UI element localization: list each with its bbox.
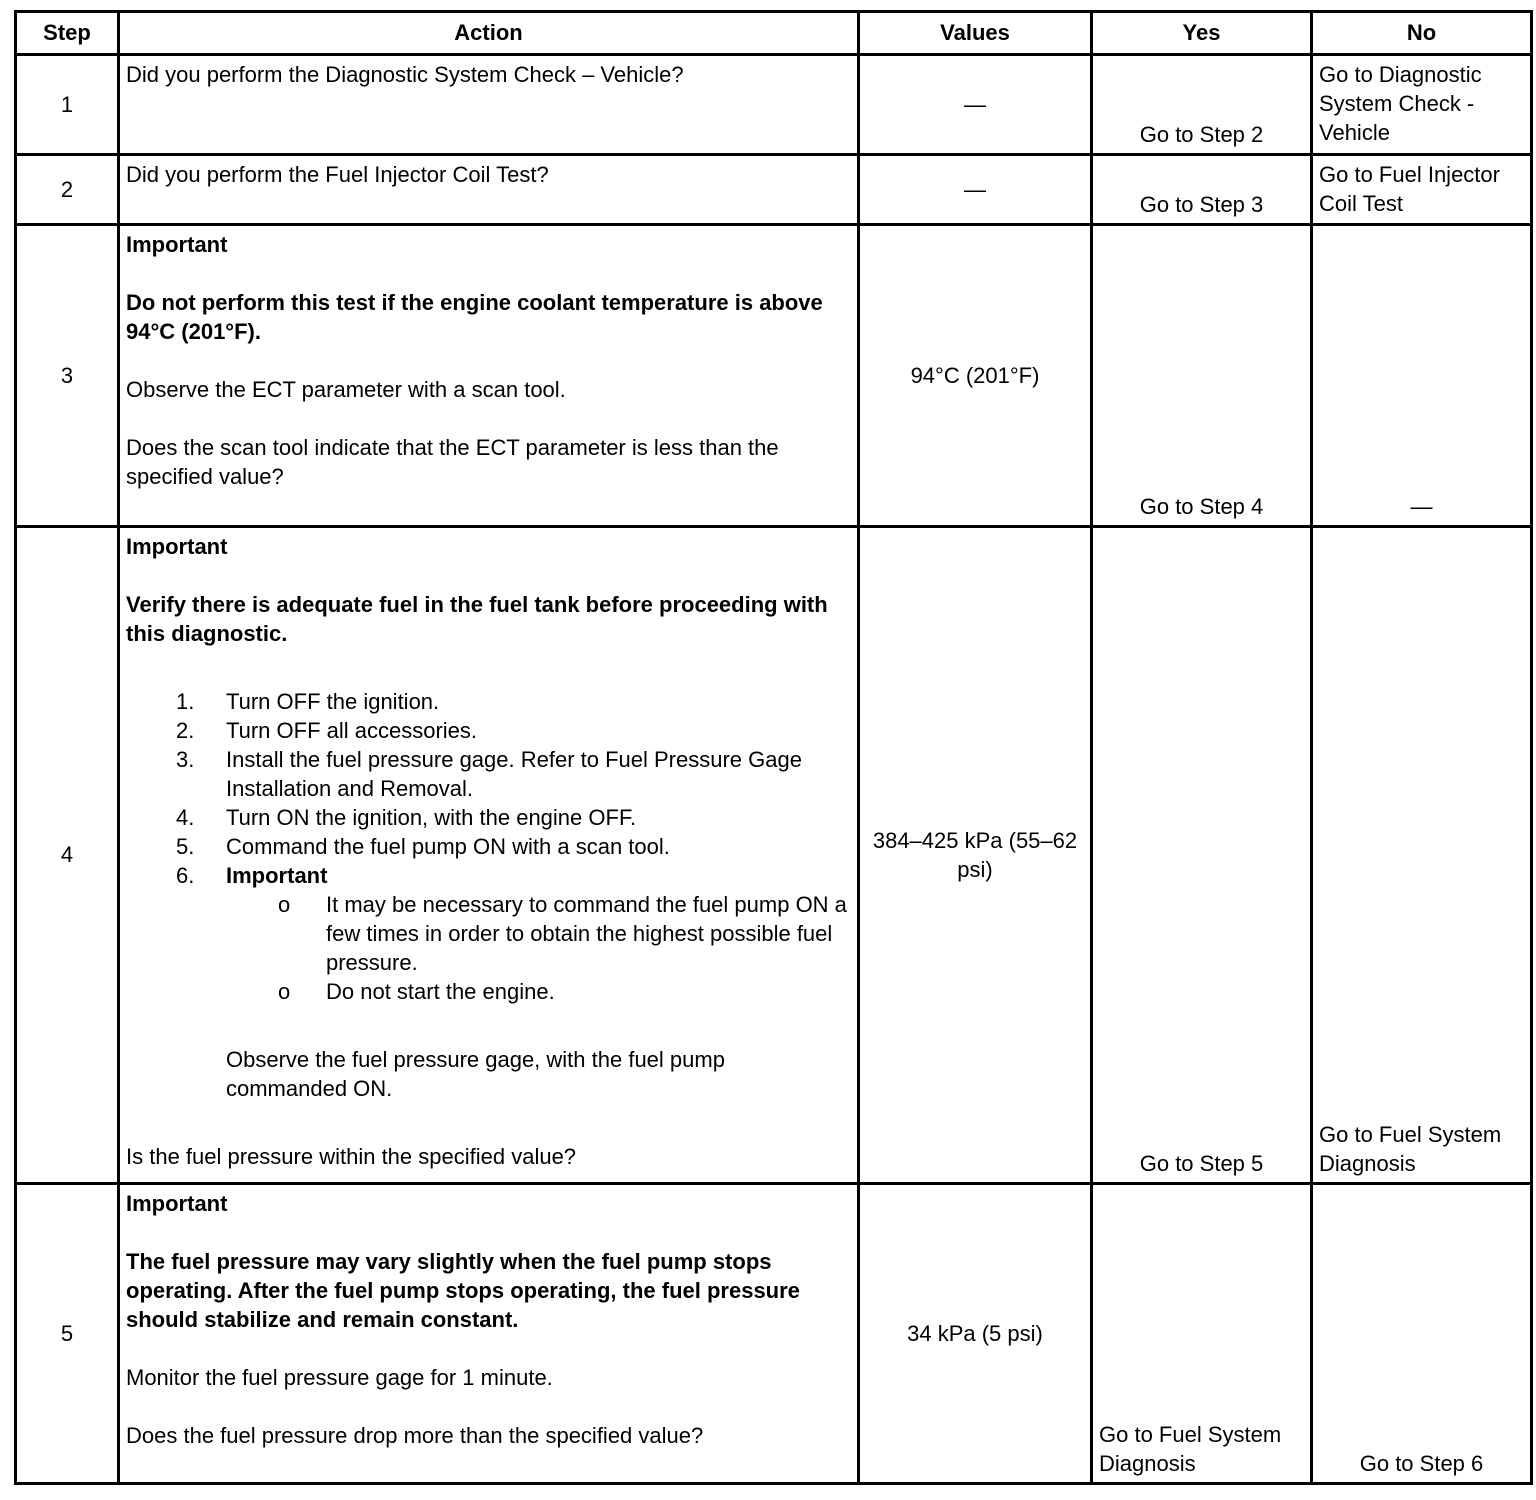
yes-link[interactable]: Go to Step 3 — [1139, 192, 1264, 217]
header-no: No — [1313, 10, 1533, 56]
action-question: Did you perform the Fuel Injector Coil Test? — [126, 162, 549, 187]
important-note: Do not perform this test if the engine coolant temperature is above 94°C (201°F). — [126, 290, 823, 344]
no-value: — — [1410, 494, 1433, 519]
table-row — [14, 56, 1533, 156]
header-step: Step — [14, 10, 120, 56]
important-note: The fuel pressure may vary slightly when the fuel pump stops operating. After the fuel pump stops operating, the fuel pressure should stabilize and remain constant. — [126, 1249, 800, 1332]
header-yes: Yes — [1093, 10, 1313, 56]
no-link[interactable]: Go to Fuel System Diagnosis — [1319, 1122, 1502, 1176]
yes-link[interactable]: Go to Step 2 — [1139, 122, 1264, 147]
value-cell: 94°C (201°F) — [860, 226, 1093, 528]
procedure-list — [126, 687, 851, 1006]
action-question: Does the scan tool indicate that the ECT parameter is less than the specified value? — [126, 435, 779, 489]
value-cell: — — [860, 156, 1093, 226]
table-row — [14, 1185, 1533, 1485]
header-values: Values — [860, 10, 1093, 56]
yes-link[interactable]: Go to Fuel System Diagnosis — [1099, 1422, 1282, 1476]
list-item: 6. Important o It may be necessary to command the fuel pump ON a few times in order to obtain the highest possible fuel pressure. o Do not start the engine. — [226, 861, 851, 1006]
diagnostic-table — [14, 10, 1533, 1485]
step-number: 3 — [14, 226, 120, 528]
yes-link[interactable]: Go to Step 5 — [1139, 1151, 1264, 1176]
value-cell: 384–425 kPa (55–62 psi) — [860, 528, 1093, 1185]
sub-list — [226, 890, 851, 1006]
table-row — [14, 226, 1533, 528]
important-heading: Important — [126, 534, 228, 559]
list-item: 5. Command the fuel pump ON with a scan tool. — [176, 834, 670, 859]
sub-list-item: o It may be necessary to command the fuel pump ON a few times in order to obtain the highest possible fuel pressure. — [278, 892, 847, 975]
list-item: 1. Turn OFF the ignition. — [176, 689, 440, 714]
no-link[interactable]: Go to Step 6 — [1359, 1451, 1484, 1476]
value-cell: — — [860, 56, 1093, 156]
list-item: 2. Turn OFF all accessories. — [176, 718, 478, 743]
action-question: Did you perform the Diagnostic System Check – Vehicle? — [126, 62, 684, 87]
action-instruction: Observe the ECT parameter with a scan tool. — [126, 377, 566, 402]
important-heading: Important — [126, 1191, 228, 1216]
sub-list-item: o Do not start the engine. — [278, 979, 555, 1004]
action-question: Is the fuel pressure within the specified value? — [126, 1144, 577, 1169]
step-number: 4 — [14, 528, 120, 1185]
header-action: Action — [120, 10, 860, 56]
list-item: 4. Turn ON the ignition, with the engine OFF. — [176, 805, 637, 830]
important-heading: Important — [126, 232, 228, 257]
value-cell: 34 kPa (5 psi) — [860, 1185, 1093, 1485]
action-instruction: Monitor the fuel pressure gage for 1 minute. — [126, 1365, 553, 1390]
yes-link[interactable]: Go to Step 4 — [1139, 494, 1264, 519]
observe-instruction: Observe the fuel pressure gage, with the fuel pump commanded ON. — [226, 1047, 725, 1101]
step-number: 2 — [14, 156, 120, 226]
no-link[interactable]: Go to Diagnostic System Check - Vehicle — [1319, 62, 1482, 145]
step-number: 1 — [14, 56, 120, 156]
step-number: 5 — [14, 1185, 120, 1485]
table-row — [14, 528, 1533, 1185]
table-row — [14, 156, 1533, 226]
action-question: Does the fuel pressure drop more than the specified value? — [126, 1423, 704, 1448]
list-item: 3. Install the fuel pressure gage. Refer to Fuel Pressure Gage Installation and Removal. — [176, 747, 802, 801]
header-row — [14, 10, 1533, 56]
important-note: Verify there is adequate fuel in the fuel tank before proceeding with this diagnostic. — [126, 592, 828, 646]
no-link[interactable]: Go to Fuel Injector Coil Test — [1319, 162, 1500, 216]
